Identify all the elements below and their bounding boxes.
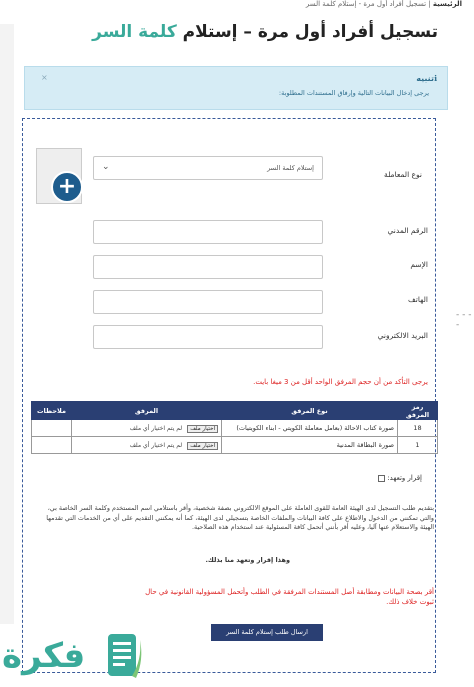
phone-input[interactable] bbox=[93, 290, 323, 314]
breadcrumb-home[interactable]: الرئيسية bbox=[432, 0, 462, 8]
table-row bbox=[32, 437, 438, 454]
name-input[interactable] bbox=[93, 255, 323, 279]
file-status: لم يتم اختيار أي ملف bbox=[129, 441, 183, 449]
submit-button[interactable]: ارسال طلب إستلام كلمة السر bbox=[211, 624, 323, 641]
header-file: المرفق bbox=[72, 402, 222, 420]
table-row bbox=[32, 420, 438, 437]
page-title bbox=[92, 22, 438, 42]
page-title-accent: كلمة السر bbox=[92, 22, 177, 42]
side-dashes: - - - - bbox=[456, 310, 472, 330]
alert-title-text: تنبيه bbox=[416, 74, 434, 83]
breadcrumb-current: تسجيل أفراد أول مرة - إستلام كلمة السر bbox=[305, 0, 427, 8]
row-code: 1 bbox=[398, 437, 438, 454]
logo-text: فكرة bbox=[2, 636, 86, 676]
choose-file-button[interactable]: اختيار ملف bbox=[187, 442, 218, 450]
civil-id-input[interactable] bbox=[93, 220, 323, 244]
declaration-end: وهذا إقرار وتعهد منا بذلك. bbox=[205, 556, 290, 564]
confirmation-label: إقرار وتعهد: bbox=[387, 474, 422, 482]
file-status: لم يتم اختيار أي ملف bbox=[129, 424, 183, 432]
row-type: صورة كتاب الاحالة (بعامل معاملة الكويتي - ابناء الكويتيات) bbox=[222, 420, 398, 437]
breadcrumb: الرئيسية | تسجيل أفراد أول مرة - إستلام كلمة السر bbox=[305, 0, 462, 8]
transaction-type-select[interactable] bbox=[93, 156, 323, 180]
row-notes bbox=[32, 420, 72, 437]
attachments-table bbox=[31, 401, 438, 454]
name-label: الإسم bbox=[410, 260, 428, 269]
confirmation-row bbox=[375, 474, 422, 482]
alert-title bbox=[416, 74, 437, 83]
table-header-row bbox=[32, 402, 438, 420]
civil-id-label: الرقم المدني bbox=[387, 226, 428, 235]
site-logo bbox=[2, 624, 152, 684]
row-notes bbox=[32, 437, 72, 454]
header-code: رمز المرفق bbox=[398, 402, 438, 420]
row-file bbox=[72, 420, 222, 437]
row-code: 18 bbox=[398, 420, 438, 437]
email-label: البريد الالكتروني bbox=[377, 331, 428, 340]
photo-upload[interactable] bbox=[36, 148, 82, 204]
declaration-text: بتقديم طلب التسجيل لدى الهيئة العامة للقوى العاملة على الموقع الالكتروني بصفة شخصية، وأقر باستلامي اسم المستخدم وكلمة السر الخاصة بي، والتي تمكنني من الدخول والاطلاع على كافة البيانات والملفات الخاصة بتسجيلي لدى الهيئة، كما أنه يمكنني التقديم على أي من الخدمات التي تقدمها الهيئة والاستعلام عنها آليا، وعليه أقر بأنني أتحمل كافة المسئولية عند استخدام هذه الصلاحية. bbox=[46, 504, 434, 531]
header-notes: ملاحظات bbox=[32, 402, 72, 420]
confirmation-checkbox[interactable] bbox=[378, 475, 385, 482]
info-icon: ℹ bbox=[433, 74, 437, 83]
legal-notice: أقر بصحة البيانات ومطابقة أصل المستندات المرفقة في الطلب وأتحمل المسؤولية القانونية في حال ثبوت خلاف ذلك. bbox=[145, 588, 434, 606]
row-type: صورة البطاقة المدنية bbox=[222, 437, 398, 454]
header-type: نوع المرفق bbox=[222, 402, 398, 420]
size-warning: يرجى التأكد من أن حجم المرفق الواحد أقل من 3 ميغا بايت. bbox=[253, 378, 428, 386]
email-input[interactable] bbox=[93, 325, 323, 349]
page-title-main: تسجيل أفراد أول مرة – إستلام bbox=[182, 22, 438, 42]
info-alert bbox=[24, 66, 448, 110]
choose-file-button[interactable]: اختيار ملف bbox=[187, 425, 218, 433]
transaction-type-label: نوع المعاملة bbox=[384, 170, 422, 179]
chevron-down-icon: ⌄ bbox=[102, 162, 110, 172]
add-photo-icon[interactable]: + bbox=[51, 171, 83, 203]
tablet-icon bbox=[102, 630, 146, 684]
alert-text: يرجى إدخال البيانات التالية وإرفاق المستندات المطلوبة: bbox=[278, 89, 429, 97]
phone-label: الهاتف bbox=[408, 295, 428, 304]
transaction-type-value: إستلام كلمة السر bbox=[267, 164, 314, 172]
left-edge-strip bbox=[0, 24, 14, 624]
close-icon[interactable]: × bbox=[41, 73, 48, 82]
row-file bbox=[72, 437, 222, 454]
